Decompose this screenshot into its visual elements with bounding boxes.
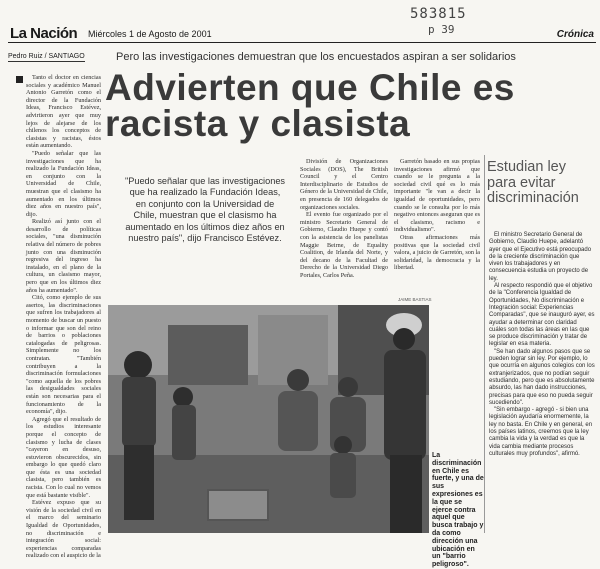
article-column-3 <box>394 158 480 298</box>
sidebar-paragraph: El ministro Secretario General de Gobierno, Claudio Huepe, adelantó ayer que el Ejecutivo está preocupado de la creciente discriminación que viven los trabajadores y en consecuencia estudia un proyecto de ley. <box>489 232 592 282</box>
col1-paragraph: Agregó que el resultado de los estudios interesante porque el concepto de clasismo y lucha de clases "cayeron en desuso, estuvieron obscurecidos, sin embargo lo que quedó claro que ésta es una sociedad clasista, pero también es racista. Con lo cual no vemos que está bastante visible". <box>26 415 101 499</box>
photo-scene <box>108 305 429 533</box>
pull-quote: "Puedo señalar que las investigaciones que ha realizado la Fundación Ideas, en conjunto con la Universidad de Chile, muestran que el clasismo ha aumentado en los últimos diez años en nuestro país", dijo Francisco Estévez. <box>124 176 286 244</box>
headline: Advierten que Chile es racista y clasista <box>105 67 515 144</box>
sidebar-divider <box>484 155 485 533</box>
newspaper-logo: La Nación <box>10 25 78 42</box>
sidebar-title: Estudian ley para evitar discriminación <box>487 159 579 206</box>
col1-paragraph: Estévez expuso que su visión de la sociedad civil en el marco del seminario Igualdad de Oportunidades, no discriminación e integración social: experiencias comparadas realizado con el auspicio de la <box>26 499 101 560</box>
col3-paragraph: Otras afirmaciones más positivas que la sociedad civil valora, a juicio de Garretón, son la solidaridad, la democracia y la libertad. <box>394 233 480 272</box>
col2-paragraph: División de Organizaciones Sociales (DOS), The British Council y el Centro Interdisciplinario de Estudios de Género de la Universidad de Chile, en presencia de 160 delegados de organizaciones sociales. <box>300 158 388 211</box>
col1-paragraph: Realizó así junto con el desarrollo de políticas sociales, "una disminución relativa del número de pobres junto con una disminución regresiva del ingreso ha instalado, en el plano de la cultura, un clasismo mayor, pero que en los últimos diez años ha aumentado". <box>26 218 101 294</box>
section-name: Crónica <box>556 29 594 40</box>
sidebar-body <box>489 232 595 532</box>
issue-date: Miércoles 1 de Agosto de 2001 <box>88 29 212 39</box>
page-annotation: p 39 <box>428 23 455 36</box>
lead-bullet-icon <box>16 76 23 83</box>
photo-caption: La discriminación en Chile es fuerte, y una de sus expresiones es la que se ejerce contra aquel que busca trabajo y da como dirección una ubicación en un "barrio peligroso". <box>432 452 484 569</box>
col2-paragraph: El evento fue organizado por el ministro Secretario General de Gobierno, Claudio Huepe y contó con la asistencia de los panelistas Maggie Beirne, de Equality Coalition, de Irlanda del Norte, y del decano de la Facultad de Derecho de la Universidad Diego Portales, Carlos Peña. <box>300 211 388 279</box>
col3-paragraph: Garretón basado en sus propias investigaciones afirmó que cuando se le pregunta a la sociedad civil qué es lo más importante "le van a decir la igualdad de oportunidades, pero cuando se le consulta por lo más negativo entonces aseguran que es el clasismo, racismo e individualismo". <box>394 158 480 234</box>
article-column-1 <box>26 74 101 560</box>
sidebar-paragraph: "Se han dado algunos pasos que se pueden lograr sin ley. Por ejemplo, lo que ocurría en algunos colegios con los extranjerizados, que no podían seguir estudiando, pero que es absolutamente absurdo, las han dado instrucciones, precisas para que eso no pueda seguir sucediendo". <box>489 348 595 406</box>
sidebar-paragraph: "Sin embargo - agregó - si bien una legislación ayudaría enormemente, la ley no basta. En Chile y en general, en los países latinos, creemos que la ley cambia la vida y la verdad es que la vida cambia mediante procesos culturales muy profundos", afirmó. <box>489 407 593 457</box>
masthead-rule <box>8 42 596 43</box>
archive-number: 583815 <box>410 6 467 22</box>
photo-credit: JAIME BASTIAS <box>398 297 432 302</box>
col1-paragraph: Tanto el doctor en ciencias sociales y académico Manuel Antonio Garretón como el director de la Fundación Ideas, Francisco Estévez, advirtieron ayer que muy lejos de alejarse de los chilenos los conceptos de clasistas y racistas, éstos están aumentando. <box>26 74 101 150</box>
sidebar-paragraph: Al respecto respondió que el objetivo de la "Conferencia Igualdad de Oportunidades, No discriminación e Integración social: Experiencias Comparadas", que se inauguró ayer, es ayudar a determinar con claridad cuáles son todas las áreas en las que se produce discriminación y tratar de legislar en esa materia. <box>489 283 595 348</box>
article-column-2 <box>300 158 388 298</box>
kicker: Pero las investigaciones demuestran que los encuestados aspiran a ser solidarios <box>116 51 516 63</box>
col1-paragraph: "Puedo señalar que las investigaciones que ha realizado la Fundación Ideas, en conjunto con la Universidad de Chile, muestran que el clasismo ha aumentado en los últimos diez años en nuestro país", dijo. <box>26 149 101 218</box>
byline: Pedro Ruiz / SANTIAGO <box>8 53 85 60</box>
col1-paragraph: Citó, como ejemplo de sus asertos, las discriminaciones que sufren los trabajadores al momento de buscar un puesto o informar que son del reino de barrios o poblaciones catalogadas de peligrosas. Simplemente no los contratan. "También contribuyen a la discriminación formulaciones "como aquella de los pobres las desigualdades sociales están son necesarias para el funcionamiento de la economía", dijo. <box>26 294 101 416</box>
news-photo <box>108 305 429 533</box>
